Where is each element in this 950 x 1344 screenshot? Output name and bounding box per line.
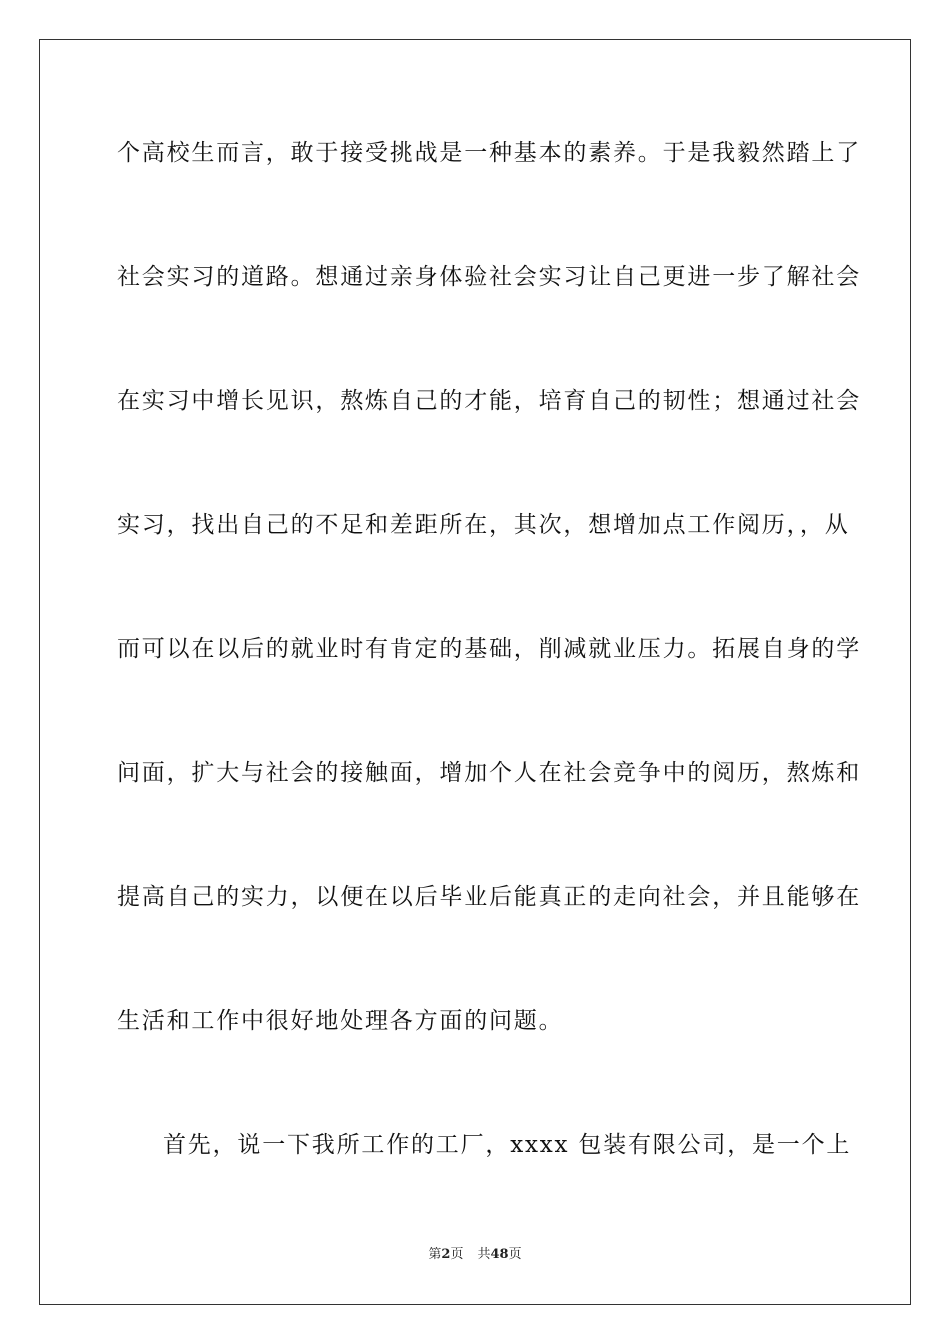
page-number: 2 xyxy=(441,1247,451,1262)
body-text-line: 在实习中增长见识，熬炼自己的才能，培育自己的韧性；想通过社会 xyxy=(117,388,861,414)
page-border xyxy=(39,39,911,1305)
body-text-line: 社会实习的道路。想通过亲身体验社会实习让自己更进一步了解社会 xyxy=(117,264,861,290)
body-text-line: 提高自己的实力，以便在以后毕业后能真正的走向社会，并且能够在 xyxy=(117,884,861,910)
body-text-line: 生活和工作中很好地处理各方面的问题。 xyxy=(117,1008,564,1034)
body-text-line: 个高校生而言，敢于接受挑战是一种基本的素养。于是我毅然踏上了 xyxy=(117,140,861,166)
total-prefix: 共 xyxy=(477,1247,491,1262)
body-text-line: 问面，扩大与社会的接触面，增加个人在社会竞争中的阅历，熬炼和 xyxy=(117,760,861,786)
total-suffix: 页 xyxy=(508,1247,522,1262)
total-pages: 48 xyxy=(490,1247,509,1262)
paragraph-first-line: 首先，说一下我所工作的工厂，xxxx 包装有限公司，是一个上 xyxy=(163,1132,852,1158)
body-text-line: 而可以在以后的就业时有肯定的基础，削减就业压力。拓展自身的学 xyxy=(117,636,861,662)
body-text-line: 实习，找出自己的不足和差距所在，其次，想增加点工作阅历，，从 xyxy=(117,512,850,538)
page-suffix: 页 xyxy=(450,1247,464,1262)
page-footer xyxy=(0,1246,950,1264)
page-prefix: 第 xyxy=(428,1247,442,1262)
